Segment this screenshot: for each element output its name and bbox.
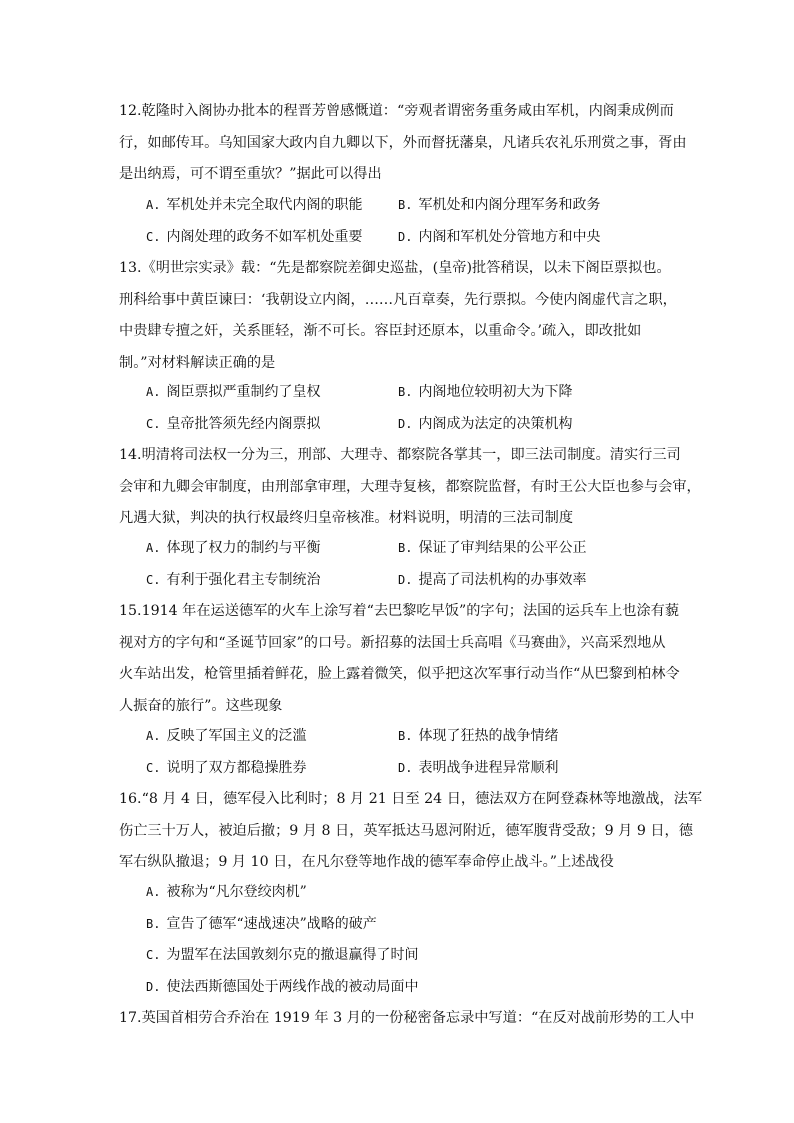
question-16 bbox=[119, 784, 703, 879]
question-15-line-2: 视对方的字句和“圣诞节回家”的口号。新招募的法国士兵高唱《马赛曲》，兴高采烈地从 bbox=[119, 634, 666, 651]
question-14-option-d[interactable]: D. 提高了司法机构的办事效率 bbox=[398, 571, 587, 588]
question-16-option-d[interactable]: D. 使法西斯德国处于两线作战的被动局面中 bbox=[146, 978, 419, 995]
question-16-option-b[interactable]: B. 宣告了德军“速战速决”战略的破产 bbox=[146, 915, 377, 932]
question-14-line-1: 14.明清将司法权一分为三，刑部、大理寺、都察院各掌其一，即三法司制度。清实行三司 bbox=[119, 447, 681, 463]
question-15-option-d[interactable]: D. 表明战争进程异常顺利 bbox=[398, 759, 559, 776]
question-13-option-b[interactable]: B. 内阁地位较明初大为下降 bbox=[398, 384, 573, 400]
question-14-line-2: 会审和九卿会审制度，由刑部拿审理，大理寺复核，都察院监督，有时王公大臣也参与会审， bbox=[119, 478, 701, 495]
question-14-option-c[interactable]: C. 有利于强化君主专制统治 bbox=[146, 571, 321, 588]
question-14 bbox=[119, 440, 701, 535]
question-12-line-2: 行，如邮传耳。乌知国家大政内自九卿以下，外而督抚藩臬，凡诸兵农礼乐刑赏之事，胥由 bbox=[119, 134, 687, 151]
question-13-line-4: 制。”对材料解读正确的是 bbox=[119, 354, 276, 371]
question-14-line-3: 凡遇大狱，判决的执行权最终归皇帝核准。材料说明，明清的三法司制度 bbox=[119, 510, 574, 526]
question-15-option-b[interactable]: B. 体现了狂热的战争情绪 bbox=[398, 728, 559, 744]
question-13-option-d[interactable]: D. 内阁成为法定的决策机构 bbox=[398, 415, 573, 432]
question-12-options bbox=[146, 190, 666, 253]
question-14-option-b[interactable]: B. 保证了审判结果的公平公正 bbox=[398, 540, 587, 556]
question-15-option-c[interactable]: C. 说明了双方都稳操胜券 bbox=[146, 759, 307, 776]
question-16-line-2: 伤亡三十万人，被迫后撤；9 月 8 日，英军抵达马恩河附近，德军腹背受敌；9 月 9 日，德 bbox=[119, 822, 693, 839]
question-13-option-c[interactable]: C. 皇帝批答须先经内阁票拟 bbox=[146, 415, 321, 432]
question-13 bbox=[119, 253, 679, 379]
question-15-line-1: 15.1914 年在运送德军的火车上涂写着“去巴黎吃早饭”的字句；法国的运兵车上也涂有藐 bbox=[119, 603, 680, 619]
question-16-line-1: 16.“8 月 4 日，德军侵入比利时；8 月 21 日至 24 日，德法双方在阿登森林等地激战，法军 bbox=[119, 791, 703, 807]
question-15-line-3: 火车站出发，枪管里插着鲜花，脸上露着微笑，似乎把这次军事行动当作“从巴黎到柏林令 bbox=[119, 666, 680, 682]
question-15-option-a[interactable]: A. 反映了军国主义的泛滥 bbox=[146, 728, 307, 744]
question-12-option-c[interactable]: C. 内阁处理的政务不如军机处重要 bbox=[146, 228, 363, 245]
question-16-option-a[interactable]: A. 被称为“凡尔登绞肉机” bbox=[146, 884, 307, 900]
question-12-option-b[interactable]: B. 军机处和内阁分理军务和政务 bbox=[398, 197, 601, 213]
question-14-options bbox=[146, 533, 666, 596]
question-17 bbox=[119, 1003, 695, 1035]
question-13-option-a[interactable]: A. 阁臣票拟严重制约了皇权 bbox=[146, 384, 321, 400]
question-12 bbox=[119, 96, 687, 191]
question-13-line-3: 中贵肆专擅之奸，关系匪轻，渐不可长。容臣封还原本，以重命令。’疏入，即改批如 bbox=[119, 323, 642, 339]
question-15-options bbox=[146, 721, 666, 784]
question-17-line-1: 17.英国首相劳合乔治在 1919 年 3 月的一份秘密备忘录中写道：“在反对战前形势的工人中 bbox=[119, 1010, 695, 1026]
question-16-options bbox=[146, 877, 666, 1003]
question-12-line-1: 12.乾隆时入阁协办批本的程晋芳曾感慨道：“旁观者谓密务重务咸由军机，内阁秉成例而 bbox=[119, 103, 674, 119]
question-15-line-4: 人振奋的旅行”。这些现象 bbox=[119, 697, 283, 714]
question-12-option-a[interactable]: A. 军机处并未完全取代内阁的职能 bbox=[146, 197, 363, 213]
question-14-option-a[interactable]: A. 体现了权力的制约与平衡 bbox=[146, 540, 321, 556]
question-16-option-c[interactable]: C. 为盟军在法国敦刻尔克的撤退赢得了时间 bbox=[146, 947, 419, 963]
question-12-option-d[interactable]: D. 内阁和军机处分管地方和中央 bbox=[398, 228, 601, 245]
question-12-line-3: 是出纳焉，可不谓至重欤？”据此可以得出 bbox=[119, 166, 382, 182]
question-13-options bbox=[146, 377, 666, 440]
question-15 bbox=[119, 596, 679, 722]
question-13-line-1: 13.《明世宗实录》载：“先是都察院差御史巡盐，(皇帝)批答稍误，以未下阁臣票拟也。 bbox=[119, 260, 671, 276]
question-13-line-2: 刑科给事中黄臣谏曰：‘我朝设立内阁，……凡百章奏，先行票拟。今使内阁虚代言之职， bbox=[119, 291, 677, 308]
question-16-line-3: 军右纵队撤退；9 月 10 日，在凡尔登等地作战的德军奉命停止战斗。”上述战役 bbox=[119, 854, 614, 870]
